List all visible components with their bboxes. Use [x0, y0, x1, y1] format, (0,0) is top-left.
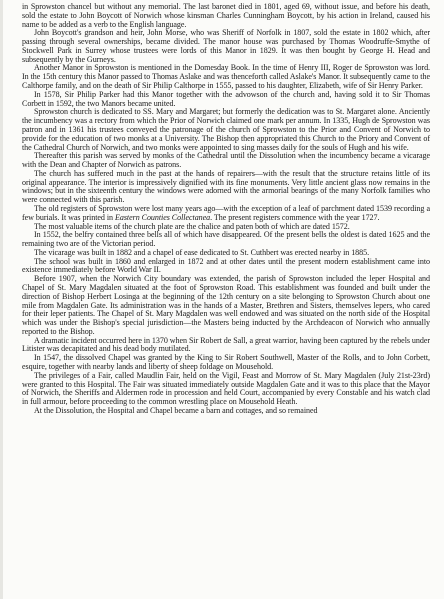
paragraph: In 1578, Sir Philip Parker had this Manor together with the advowson of the church and, having sold it to Sir Thomas Corbett in 1592, the two Manors became united.	[22, 89, 430, 108]
paragraph: Another Manor in Sprowston is mentioned in the Domesday Book. In the time of Henry III, Roger de Sprowston was lord. In the 15th century this Manor passed to Thomas Aslake and was thenceforth called Aslake's Manor. It subsequently came to the Calthorpe family, and on the death of Sir Philip Calthorpe in 1555, passed to his daughter, Elizabeth, wife of Sir Henry Parker.	[22, 63, 430, 91]
paragraph: In 1547, the dissolved Chapel was granted by the King to Sir Robert Southwell, Master of the Rolls, and to John Corbett, esquire, together with nearby lands and liberty of sheep foldage on Mousehold.	[22, 353, 430, 372]
paragraph-text: . The present registers commence with the year 1727.	[210, 212, 380, 222]
paragraph-registers	[22, 205, 430, 223]
paragraph: Thereafter this parish was served by monks of the Cathedral until the Dissolution when the incumbency became a vicarage with the Dean and Chapter of Norwich as patrons.	[22, 151, 430, 170]
paragraph: The most valuable items of the church plate are the chalice and paten both of which are dated 1572.	[34, 221, 350, 231]
paragraph: in Sprowston chancel but without any memorial. The last baronet died in 1801, aged 69, without issue, and before his death, sold the estate to John Boycott of Norwich whose kinsman Charles Cunningham Boycott, by his action in Ireland, caused his name to be added as a verb to the English language.	[22, 2, 430, 29]
paragraph: The school was built in 1860 and enlarged in 1872 and at other dates until the present modern establishment came into existence immediately before World War II.	[22, 256, 430, 275]
paragraph: The vicarage was built in 1882 and a chapel of ease dedicated to St. Cuthbert was erected nearby in 1885.	[34, 247, 370, 257]
paragraph: Sprowston church is dedicated to SS. Mary and Margaret; but formerly the dedication was to St. Margaret alone. Anciently the incumbency was a rectory from which the Prior of Norwich claimed one mark per annum. In 1335, Hugh de Sprowston was patron and in 1361 his trustees conveyed the patronage of the church of Sprowston to the Prior and Convent of Norwich to provide for the education of two monks at a University. The Bishop then appropriated this Church to the Priory and Convent of the Cathedral Church of Norwich, and two monks were appointed to sing masses daily for the souls of Hugh and his wife.	[22, 107, 430, 152]
paragraph: John Boycott's grandson and heir, John Morse, who was Sheriff of Norfolk in 1807, sold the estate in 1802 which, after passing through several ownerships, became divided. The manor house was purchased by Thomas Woodruffe-Smythe of Stockwell Park in Surrey whose trustees were lords of this Manor in 1829. It was then bought by George H. Head and subsequently by the Gurneys.	[22, 28, 430, 64]
publication-title: Eastern Counties Collectanea	[114, 212, 211, 222]
paragraph: The church has suffered much in the past at the hands of repairers—with the result that the structure retains little of its original appearance. The interior is impressively dignified with its fine monuments. Very little ancient glass now remains in the windows; but in the sixteenth century the windows were adorned with the armorial bearings of the many Norfolk families who were connected with this parish.	[22, 168, 430, 205]
paragraph: At the Dissolution, the Hospital and Chapel became a barn and cottages, and so remained	[34, 405, 318, 415]
scan-edge	[0, 0, 3, 599]
paragraph: The privileges of a Fair, called Maudlin Fair, held on the Vigil, Feast and Morrow of St. Mary Magdalen (July 21st-23rd) were granted to this Hospital. The Fair was situated immediately outside Magdalen Gate and it was to this place that the Mayor of Norwich, the Sheriffs and Aldermen rode in procession and held Court, accompanied by every Constable and his watch clad in full armour, before proceeding to the common wrestling place on Mousehold Heath.	[22, 370, 430, 407]
paragraph: In 1552, the belfry contained three bells all of which have disappeared. Of the present bells the oldest is dated 1625 and the remaining two are of the Victorian period.	[22, 230, 430, 249]
paragraph: Before 1907, when the Norwich City boundary was extended, the parish of Sprowston included the leper Hospital and Chapel of St. Mary Magdalen situated at the foot of Sprowston Road. This establishment was founded and built under the direction of Bishop Herbert Losinga at the beginning of the 12th century on a site belonging to Sprowston Church about one mile from Magdalen Gate. Its administration was in the hands of a Master, Brethren and Sisters, themselves lepers, who cared for their leper patients. The Chapel of St. Mary Magdalen was well endowed and was situated on the north side of the Hospital which was under the Bishop's special jurisdiction—the Masters being inducted by the Archdeacon of Norwich who annually reported to the Bishop.	[22, 274, 430, 336]
paragraph-text: The old registers of Sprowston were lost many years ago—with the exception of a leaf of parchment dated 1539 recording a few burials. It was printed in	[22, 203, 430, 222]
paragraph: A dramatic incident occurred here in 1370 when Sir Robert de Sall, a great warrior, having been captured by the rebels under Litister was decapitated and his dead body mutilated.	[22, 335, 430, 354]
